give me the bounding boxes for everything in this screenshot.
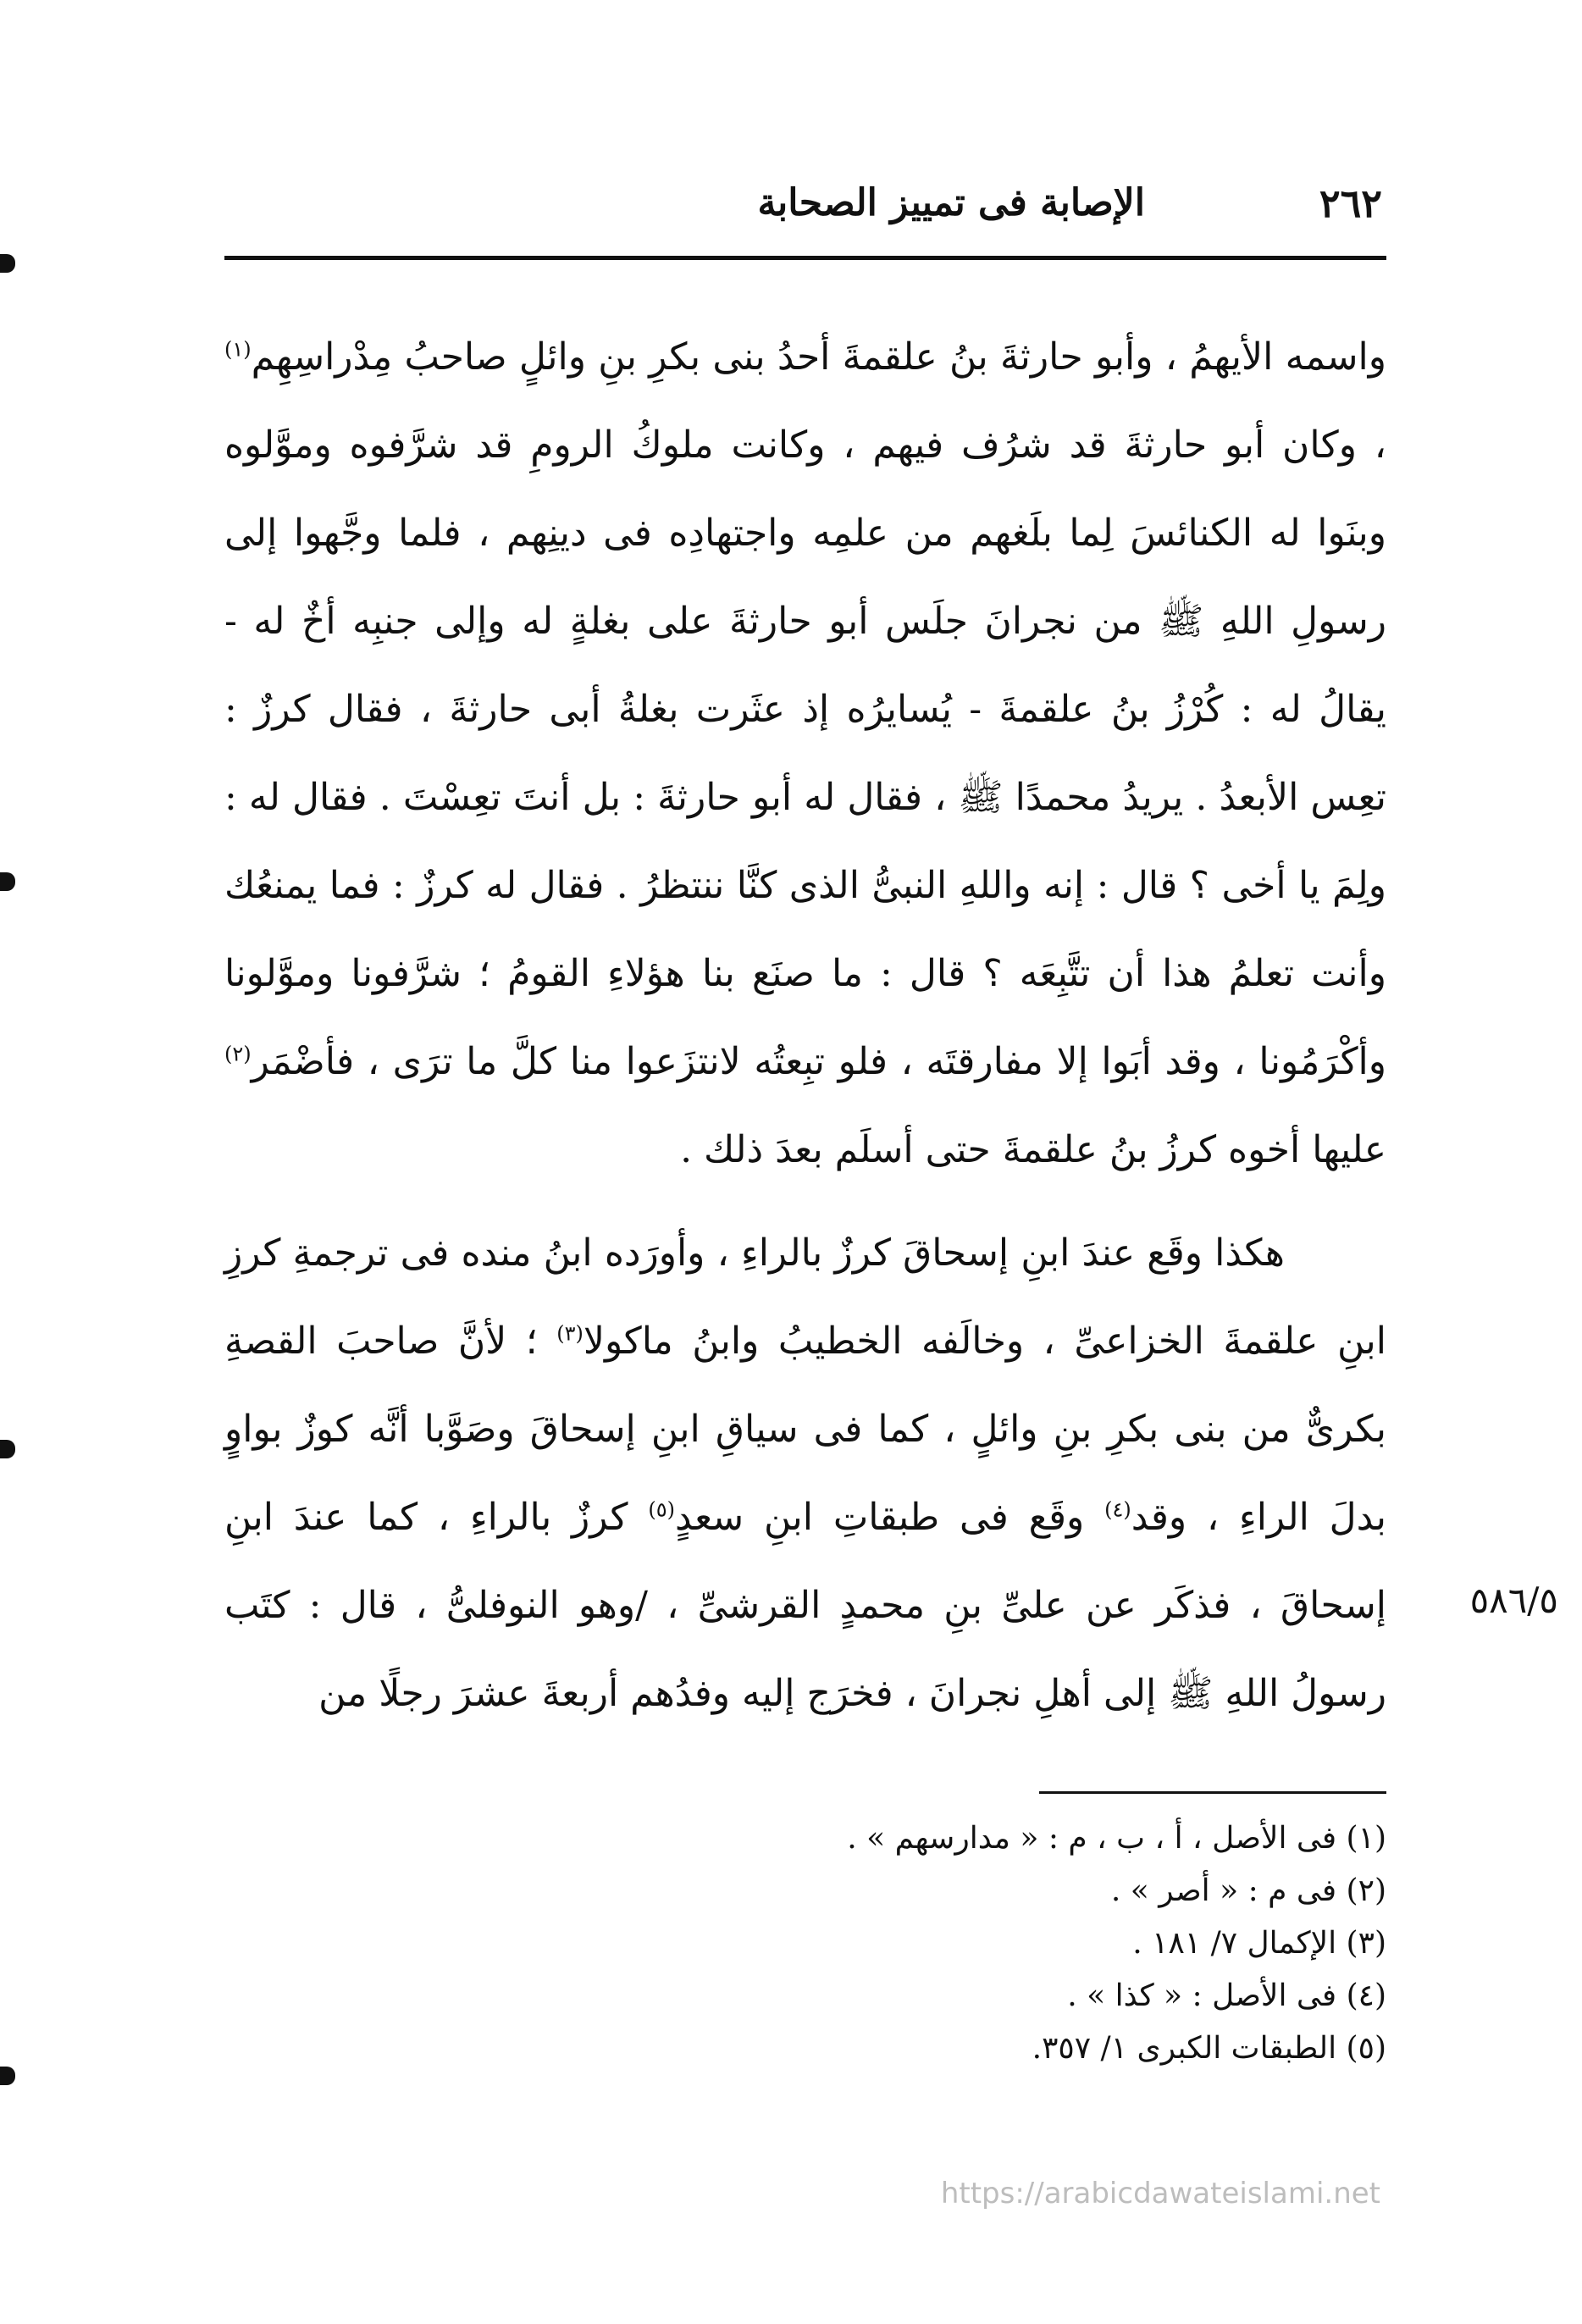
- watermark-url: https://arabicdawateislami.net: [940, 2177, 1380, 2211]
- footnote-divider: [1039, 1791, 1386, 1794]
- binding-mark: [0, 872, 15, 891]
- binding-mark: [0, 254, 15, 273]
- paragraph-text: وقَع فى طبقاتِ ابنِ سعدٍ: [674, 1496, 1105, 1539]
- footnote-ref: (٣): [556, 1321, 584, 1346]
- running-title: الإصابة فى تمييز الصحابة: [757, 181, 1145, 224]
- footnote: (٥) الطبقات الكبرى ١/ ٣٥٧.: [1032, 2031, 1386, 2066]
- footnote-ref: (١): [224, 337, 252, 362]
- binding-mark: [0, 1440, 15, 1458]
- main-text: [224, 313, 1386, 1738]
- binding-mark: [0, 2067, 15, 2085]
- footnote: (١) فى الأصل ، أ ، ب ، م : « مدارسهم » .: [847, 1821, 1386, 1856]
- paragraph: [224, 313, 1386, 1194]
- paragraph-text: هكذا وقَع عندَ ابنِ إسحاقَ كرزٌ بالراءِ ، وأورَده ابنُ منده فى ترجمةِ كرزِ ابنِ علقمةَ الخزاعىِّ ، وخالَفه الخطيبُ وابنُ ماكولا: [224, 1231, 1386, 1363]
- page-header: [229, 178, 1382, 229]
- paragraph: [224, 1209, 1386, 1738]
- paragraph-text: ، وكان أبو حارثةَ قد شرُف فيهم ، وكانت ملوكُ الرومِ قد شرَّفوه وموَّلوه وبنَوا له الكنائسَ لِما بلَغهم من علمِه واجتهادِه فى دينِهم ، فلما وجَّهوا إلى رسولِ اللهِ ﷺ من نجرانَ جلَس أبو حارثةَ على بغلةٍ له وإلى جنبِه أخٌ له - يقالُ له : كُرْزُ بنُ علقمةَ - يُسايرُه إذ عثَرت بغلةُ أبى حارثةَ ، فقال كرزٌ : تعِس الأبعدُ . يريدُ محمدًا ﷺ ، فقال له أبو حارثةَ : بل أنتَ تعِسْتَ . فقال له : ولِمَ يا أخى ؟ قال : إنه واللهِ النبىُّ الذى كنَّا ننتظرُ . فقال له كرزٌ : فما يمنعُك وأنت تعلمُ هذا أن تتَّبِعَه ؟ قال : ما صنَع بنا هؤلاءِ القومُ ؛ شرَّفونا وموَّلونا وأكْرَمُونا ، وقد أبَوا إلا مفارقتَه ، فلو تبِعتُه لانتزَعوا منا كلَّ ما ترَى ، فأضْمَر: [224, 423, 1386, 1083]
- footnote: (٤) فى الأصل : « كذا » .: [1067, 1978, 1386, 2013]
- footnote: (٣) الإكمال ٧/ ١٨١ .: [1132, 1926, 1386, 1961]
- paragraph-text: ؛ لأنَّ صاحبَ القصةِ بكرىٌّ من بنى بكرِ بنِ وائلٍ ، كما فى سياقِ ابنِ إسحاقَ وصَوَّبا أنَّه كوزٌ بواوٍ بدلَ الراءِ ، وقد: [224, 1320, 1386, 1539]
- header-divider: [224, 256, 1386, 260]
- paragraph-text: واسمه الأيهمُ ، وأبو حارثةَ بنُ علقمةَ أحدُ بنى بكرِ بنِ وائلٍ صاحبُ مِدْراسِهِم: [251, 335, 1386, 379]
- paragraph-text: كرزٌ بالراءِ ، كما عندَ ابنِ إسحاقَ ، فذكَر عن علىِّ بنِ محمدٍ القرشىِّ ، /وهو النوفلىُّ ، قال : كتَب رسولُ اللهِ ﷺ إلى أهلِ نجرانَ ، فخرَج إليه وفدُهم أربعةَ عشرَ رجلًا من: [224, 1496, 1386, 1715]
- footnote: (٢) فى م : « أصر » .: [1110, 1873, 1386, 1908]
- footnote-ref: (٤): [1104, 1497, 1131, 1522]
- footnotes: [593, 1812, 1386, 2075]
- page-number: ٢٦٢: [1319, 180, 1382, 226]
- paragraph-text: عليها أخوه كرزُ بنُ علقمةَ حتى أسلَم بعدَ ذلك .: [680, 1128, 1386, 1171]
- footnote-ref: (٥): [648, 1497, 675, 1522]
- margin-page-reference: ٥٨٦/٥: [1469, 1580, 1558, 1621]
- footnote-ref: (٢): [224, 1042, 252, 1066]
